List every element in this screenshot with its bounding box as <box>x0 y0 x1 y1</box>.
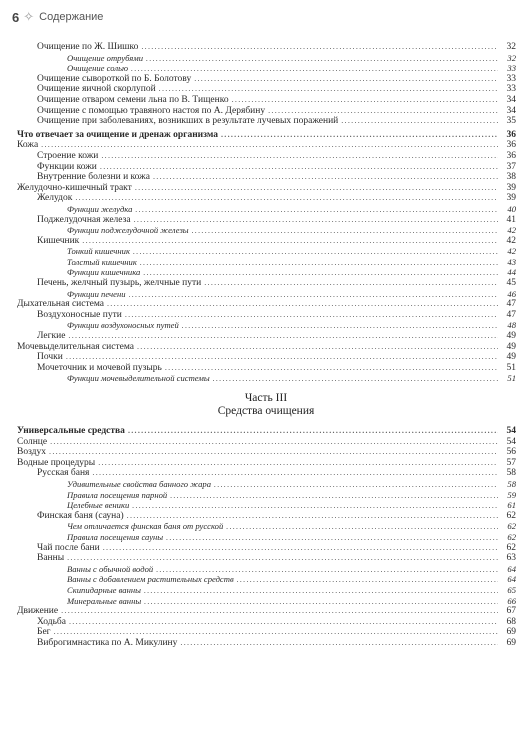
toc-entry-page: 51 <box>507 373 516 384</box>
toc-entry-page: 48 <box>507 320 516 331</box>
toc-entry <box>0 342 532 353</box>
page-header <box>12 9 103 25</box>
toc-entry-title: Дыхательная система <box>17 299 104 310</box>
toc-entry-title: Легкие <box>37 331 66 342</box>
toc-entry <box>0 42 532 53</box>
toc-entry <box>0 564 532 575</box>
toc-entry-page: 58 <box>507 478 516 489</box>
toc-entry-page: 36 <box>506 129 516 140</box>
dot-leader <box>103 543 498 554</box>
toc-entry <box>0 299 532 310</box>
toc-section-part3 <box>0 426 532 648</box>
toc-entry-page: 39 <box>506 182 516 193</box>
toc-entry <box>0 162 532 173</box>
toc-entry-title: Желудок <box>37 193 73 204</box>
toc-entry-page: 42 <box>506 235 516 246</box>
toc-entry <box>0 437 532 448</box>
toc-entry-title: Воздух <box>17 447 47 458</box>
toc-entry-title: Очищение с помощью травяного настоя по А. Дерябину <box>37 105 266 116</box>
toc-entry-title: Финская баня (сауна) <box>37 510 124 521</box>
dot-leader <box>232 95 498 106</box>
toc-entry <box>0 479 532 490</box>
toc-entry-page: 66 <box>507 595 516 606</box>
toc-entry-title: Что отвечает за очищение и дренаж организма <box>17 129 218 140</box>
toc-entry-page: 62 <box>507 531 516 542</box>
part-label: Часть III <box>244 392 288 404</box>
toc-entry-title: Функции кожи <box>37 161 97 172</box>
toc-entry <box>0 151 532 162</box>
dot-leader <box>213 374 498 385</box>
toc-entry-title: Кожа <box>17 140 39 151</box>
toc-entry <box>0 53 532 64</box>
dot-leader <box>137 342 498 353</box>
toc-entry-title: Толстый кишечник <box>67 256 137 267</box>
toc-entry <box>0 627 532 638</box>
toc-entry-page: 38 <box>506 172 516 183</box>
toc-entry <box>0 574 532 585</box>
toc-entry <box>0 289 532 300</box>
toc-entry-title: Универсальные средства <box>17 426 125 436</box>
toc-entry-title: Чай после бани <box>37 542 100 553</box>
toc-entry-page: 46 <box>507 288 516 299</box>
toc-entry-page: 62 <box>506 510 516 521</box>
dot-leader <box>69 617 498 628</box>
dot-leader <box>135 183 498 194</box>
dot-leader <box>141 42 498 53</box>
toc-entry-page: 69 <box>506 637 516 648</box>
toc-entry-title: Кишечник <box>37 235 80 246</box>
toc-entry <box>0 193 532 204</box>
toc-entry-title: Чем отличается финская баня от русской <box>67 521 224 532</box>
toc-entry <box>0 617 532 628</box>
toc-entry <box>0 447 532 458</box>
toc-entry <box>0 257 532 268</box>
toc-entry-page: 39 <box>506 193 516 204</box>
toc-entry-title: Ванны с обычной водой <box>67 563 154 574</box>
toc-entry <box>0 511 532 522</box>
dot-leader <box>204 278 498 289</box>
toc-entry-title: Мочевыделительная система <box>17 341 134 352</box>
dot-leader <box>127 511 498 522</box>
toc-entry <box>0 183 532 194</box>
toc-entry-page: 33 <box>507 63 516 74</box>
toc-entry-page: 54 <box>506 436 516 447</box>
toc-entry-title: Внутренние болезни и кожа <box>37 172 150 183</box>
dot-leader <box>180 638 498 649</box>
toc-entry-page: 67 <box>506 606 516 617</box>
toc-entry <box>0 500 532 511</box>
toc-entry-page: 64 <box>507 563 516 574</box>
toc-entry <box>0 596 532 607</box>
toc-entry <box>0 363 532 374</box>
toc-entry-title: Очищение солью <box>67 63 129 74</box>
toc-entry <box>0 490 532 501</box>
dot-leader <box>100 162 498 173</box>
dot-leader <box>159 84 498 95</box>
toc-entry <box>0 225 532 236</box>
star-icon: ✧ <box>23 9 35 24</box>
toc-entry-page: 63 <box>506 553 516 564</box>
toc-entry-page: 32 <box>506 42 516 52</box>
toc-entry-title: Почки <box>37 352 63 363</box>
toc-entry-title: Функции желудка <box>67 203 133 214</box>
toc-entry-page: 37 <box>506 161 516 172</box>
toc-entry-page: 62 <box>506 542 516 553</box>
table-of-contents <box>0 42 532 648</box>
dot-leader <box>66 352 498 363</box>
toc-entry <box>0 426 532 437</box>
toc-entry <box>0 246 532 257</box>
toc-entry-page: 43 <box>507 256 516 267</box>
toc-entry-title: Строение кожи <box>37 150 99 161</box>
dot-leader <box>50 437 498 448</box>
toc-entry-page: 49 <box>506 331 516 342</box>
toc-entry <box>0 204 532 215</box>
toc-entry-title: Функции кишечника <box>67 267 141 278</box>
toc-entry <box>0 310 532 321</box>
dot-leader <box>134 215 498 226</box>
toc-entry <box>0 468 532 479</box>
toc-entry <box>0 84 532 95</box>
toc-entry <box>0 638 532 649</box>
dot-leader <box>49 447 498 458</box>
toc-entry <box>0 352 532 363</box>
section-title: Содержание <box>39 11 104 23</box>
toc-entry-title: Функции мочевыделительной системы <box>67 373 210 384</box>
toc-entry-title: Очищение при заболеваниях, возникших в результате лучевых поражений <box>37 116 339 127</box>
toc-entry-page: 45 <box>506 278 516 289</box>
toc-entry-page: 49 <box>506 352 516 363</box>
toc-entry-page: 34 <box>506 94 516 105</box>
dot-leader <box>41 140 498 151</box>
dot-leader <box>75 193 498 204</box>
toc-entry <box>0 172 532 183</box>
toc-entry-page: 36 <box>506 140 516 151</box>
toc-entry-page: 44 <box>507 267 516 278</box>
toc-entry <box>0 606 532 617</box>
dot-leader <box>221 130 498 141</box>
toc-entry-page: 62 <box>507 521 516 532</box>
toc-entry-title: Ванны с добавлением растительных средств <box>67 574 234 585</box>
toc-entry-title: Очищение яичной скорлупой <box>37 84 156 95</box>
dot-leader <box>153 172 498 183</box>
toc-entry <box>0 106 532 117</box>
toc-entry-title: Целебные веники <box>67 500 130 511</box>
toc-entry-title: Очищение отваром семени льна по В. Тищенко <box>37 94 229 105</box>
toc-entry-page: 57 <box>506 457 516 468</box>
toc-entry <box>0 267 532 278</box>
toc-entry-page: 34 <box>506 105 516 116</box>
toc-entry-page: 65 <box>507 584 516 595</box>
toc-entry-page: 42 <box>507 246 516 257</box>
toc-entry-title: Ванны <box>37 553 65 564</box>
dot-leader <box>107 299 498 310</box>
toc-entry-title: Мочеточник и мочевой пузырь <box>37 362 162 373</box>
dot-leader <box>125 310 498 321</box>
toc-entry-page: 35 <box>506 116 516 127</box>
toc-entry-page: 32 <box>507 52 516 63</box>
toc-entry-page: 47 <box>506 299 516 310</box>
toc-entry-page: 58 <box>506 468 516 479</box>
toc-entry-title: Воздухоносные пути <box>37 309 122 320</box>
toc-entry <box>0 116 532 127</box>
dot-leader <box>68 331 498 342</box>
toc-entry <box>0 458 532 469</box>
toc-entry-title: Русская баня <box>37 468 90 479</box>
toc-entry-page: 49 <box>506 341 516 352</box>
toc-entry <box>0 63 532 74</box>
toc-entry <box>0 95 532 106</box>
toc-entry <box>0 532 532 543</box>
toc-entry <box>0 521 532 532</box>
toc-entry-title: Водные процедуры <box>17 457 96 468</box>
toc-entry-page: 33 <box>506 73 516 84</box>
toc-entry <box>0 140 532 151</box>
toc-entry <box>0 320 532 331</box>
toc-entry-title: Функции поджелудочной железы <box>67 225 189 236</box>
toc-entry-page: 61 <box>507 500 516 511</box>
dot-leader <box>54 627 498 638</box>
toc-entry-title: Печень, желчный пузырь, желчные пути <box>37 278 202 289</box>
dot-leader <box>341 116 498 127</box>
toc-entry-title: Очищение сывороткой по Б. Болотову <box>37 73 192 84</box>
toc-entry-page: 64 <box>507 574 516 585</box>
toc-entry-title: Поджелудочная железа <box>37 214 131 225</box>
dot-leader <box>268 106 498 117</box>
toc-entry-title: Минеральные ванны <box>67 595 142 606</box>
toc-entry-title: Очищение отрубями <box>67 52 144 63</box>
toc-entry-title: Функции печени <box>67 288 126 299</box>
toc-entry <box>0 543 532 554</box>
dot-leader <box>92 468 498 479</box>
toc-entry-page: 47 <box>506 309 516 320</box>
toc-entry-title: Движение <box>17 606 59 617</box>
part-title: Средства очищения <box>217 405 315 417</box>
toc-entry-page: 59 <box>507 489 516 500</box>
dot-leader <box>194 74 498 85</box>
dot-leader <box>98 458 498 469</box>
toc-entry-title: Правила посещения сауны <box>67 531 164 542</box>
toc-entry-title: Скипидарные ванны <box>67 584 141 595</box>
toc-entry-title: Солнце <box>17 436 48 447</box>
toc-entry-page: 54 <box>506 426 516 436</box>
toc-entry-title: Тонкий кишечник <box>67 246 130 257</box>
toc-entry-title: Виброгимнастика по А. Микулину <box>37 637 178 648</box>
toc-section-part2 <box>0 42 532 384</box>
dot-leader <box>67 553 498 564</box>
toc-entry <box>0 215 532 226</box>
toc-entry-page: 40 <box>507 203 516 214</box>
dot-leader <box>101 151 498 162</box>
toc-entry-page: 33 <box>506 84 516 95</box>
toc-entry-title: Бег <box>37 627 51 638</box>
toc-entry-title: Функции воздухоносных путей <box>67 320 179 331</box>
dot-leader <box>82 236 498 247</box>
toc-entry <box>0 236 532 247</box>
toc-entry-title: Очищение по Ж. Шишко <box>37 42 139 52</box>
toc-entry-page: 69 <box>506 627 516 638</box>
toc-entry-title: Ходьба <box>37 616 66 627</box>
toc-entry-title: Желудочно-кишечный тракт <box>17 182 132 193</box>
toc-entry <box>0 373 532 384</box>
toc-entry <box>0 331 532 342</box>
toc-entry-title: Удивительные свойства банного жара <box>67 478 212 489</box>
toc-entry-page: 36 <box>506 150 516 161</box>
dot-leader <box>61 606 498 617</box>
dot-leader <box>128 426 498 437</box>
toc-entry <box>0 553 532 564</box>
toc-entry <box>0 585 532 596</box>
page-number: 6 <box>12 9 20 25</box>
toc-entry-page: 42 <box>507 225 516 236</box>
toc-entry-page: 56 <box>506 447 516 458</box>
toc-entry <box>0 278 532 289</box>
toc-entry <box>0 74 532 85</box>
toc-entry-title: Правила посещения парной <box>67 489 168 500</box>
toc-entry-page: 68 <box>506 616 516 627</box>
toc-entry-page: 51 <box>506 362 516 373</box>
toc-entry <box>0 130 532 141</box>
toc-entry-page: 41 <box>506 214 516 225</box>
dot-leader <box>165 363 498 374</box>
